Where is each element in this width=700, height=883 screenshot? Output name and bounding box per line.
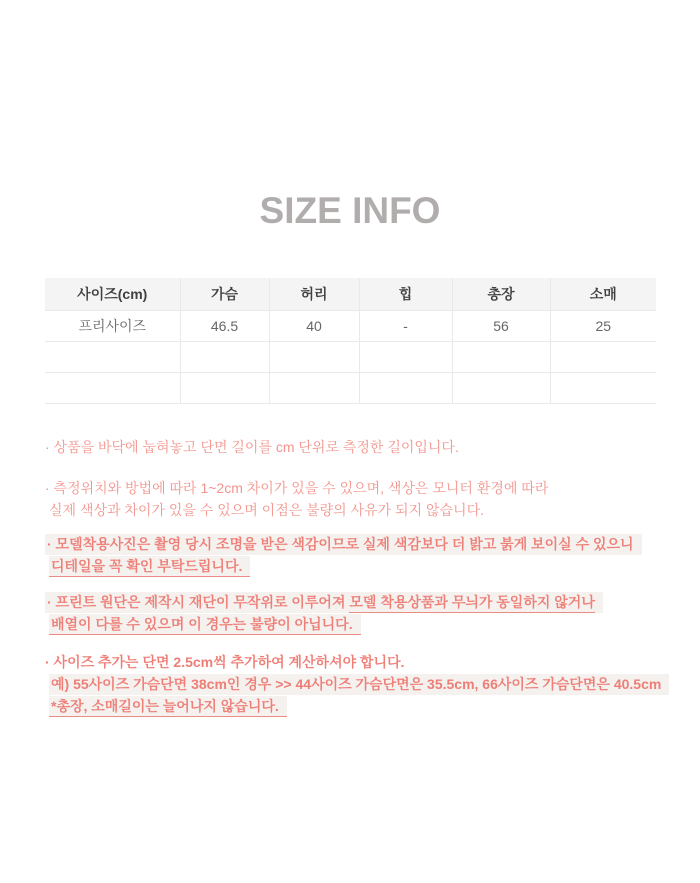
cell-empty [452,372,550,403]
cell-waist: 40 [269,310,359,341]
table-row-empty [45,372,656,403]
size-table [45,278,656,404]
note-line-highlighted-underlined: 디테일을 꼭 확인 부탁드립니다. [49,556,250,577]
cell-empty [180,372,269,403]
cell-length: 56 [452,310,550,341]
cell-chest: 46.5 [180,310,269,341]
cell-empty [180,341,269,372]
col-header-length: 총장 [452,278,550,310]
note-line: · 사이즈 추가는 단면 2.5cm씩 추가하여 계산하셔야 합니다. [45,654,405,670]
note-line-highlighted [45,592,603,613]
cell-empty [359,372,452,403]
note-print-fabric [45,591,665,635]
note-measurement-method [45,436,665,458]
cell-empty [550,372,656,403]
note-measurement-tolerance [45,477,665,521]
note-line: · 측정위치와 방법에 따라 1~2cm 차이가 있을 수 있으며, 색상은 모니터 환경에 따라 [45,480,549,496]
cell-size-name: 프리사이즈 [45,310,180,341]
table-row [45,310,656,341]
col-header-chest: 가슴 [180,278,269,310]
col-header-hip: 힙 [359,278,452,310]
note-line: · 상품을 바닥에 눕혀놓고 단면 길이를 cm 단위로 측정한 길이입니다. [45,439,459,455]
note-size-up-calculation [45,651,665,717]
table-row-empty [45,341,656,372]
col-header-waist: 허리 [269,278,359,310]
cell-empty [269,372,359,403]
table-header-row [45,278,656,310]
cell-sleeve: 25 [550,310,656,341]
note-text-underlined: 모델 착용상품과 무늬가 동일하지 않거나 [349,594,594,613]
note-line-highlighted-underlined: 배열이 다를 수 있으며 이 경우는 불량이 아닙니다. [49,614,361,635]
note-line-highlighted-underlined: *총장, 소매길이는 늘어나지 않습니다. [49,696,287,717]
cell-empty [45,372,180,403]
note-line-highlighted: 예) 55사이즈 가슴단면 38cm인 경우 >> 44사이즈 가슴단면은 35.5cm, 66사이즈 가슴단면은 40.5cm [49,674,669,695]
page-title: SIZE INFO [259,190,441,231]
cell-empty [45,341,180,372]
note-line-highlighted: · 모델착용사진은 촬영 당시 조명을 받은 색감이므로 실제 색감보다 더 밝고 붉게 보이실 수 있으니 [45,534,642,555]
cell-empty [359,341,452,372]
col-header-sleeve: 소매 [550,278,656,310]
note-model-photo-color [45,533,665,577]
note-line: 실제 색상과 차이가 있을 수 있으며 이점은 불량의 사유가 되지 않습니다. [49,502,484,518]
cell-empty [550,341,656,372]
cell-empty [452,341,550,372]
cell-hip: - [359,310,452,341]
col-header-size: 사이즈(cm) [45,278,180,310]
cell-empty [269,341,359,372]
note-text-plain: · 프린트 원단은 제작시 재단이 무작위로 이루어져 [47,594,350,610]
